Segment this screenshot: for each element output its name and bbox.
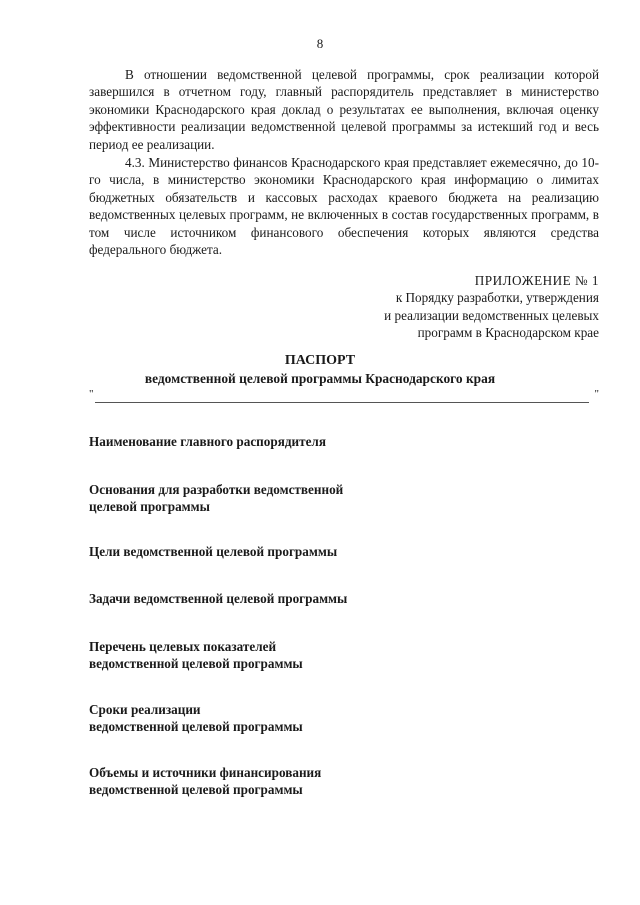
field-grounds bbox=[89, 481, 419, 516]
field-label: ведомственной целевой программы bbox=[89, 719, 303, 735]
paragraph-finance-ministry bbox=[89, 154, 599, 258]
field-label: ведомственной целевой программы bbox=[89, 656, 303, 672]
quote-open: " bbox=[89, 388, 94, 400]
quote-close: " bbox=[594, 388, 599, 400]
field-implementation-period bbox=[89, 701, 419, 736]
field-label: Основания для разработки ведомственной bbox=[89, 482, 344, 497]
paragraph-text: 4.3. Министерство финансов Краснодарского края представляет ежемесячно, до 10-го числа, в министерство экономики Краснодарского края информацию о лимитах бюджетных обязательств и кассовых расходах краевого бюджета на реализацию ведомственных целевых программ, не включенных в состав государственных программ, в том числе источником финансового обеспечения которых являются средства федерального бюджета. bbox=[89, 155, 599, 258]
appendix-line: и реализации ведомственных целевых bbox=[384, 307, 599, 323]
appendix-line: программ в Краснодарском крае bbox=[417, 325, 599, 341]
passport-subtitle: ведомственной целевой программы Краснодарского края bbox=[144, 371, 496, 386]
field-label: целевой программы bbox=[89, 499, 210, 515]
appendix-block bbox=[319, 272, 599, 342]
paragraph-text: В отношении ведомственной целевой программы, срок реализации которой завершился в отчетном году, главный распорядитель представляет в министерство экономики Краснодарского края доклад о результатах ее выполнения, включая оценку эффективности реализации ведомственной целевой программы за истекший год и весь период ее реализации. bbox=[89, 67, 599, 152]
field-label: Объемы и источники финансирования bbox=[89, 765, 322, 780]
paragraph-report bbox=[89, 66, 599, 153]
program-name-underline bbox=[95, 402, 589, 403]
field-label: Наименование главного распорядителя bbox=[89, 434, 326, 449]
field-label: Сроки реализации bbox=[89, 702, 201, 717]
field-goals bbox=[89, 543, 419, 560]
program-name-line bbox=[89, 388, 599, 404]
field-target-indicators bbox=[89, 638, 419, 673]
field-label: Перечень целевых показателей bbox=[89, 639, 277, 654]
appendix-title: ПРИЛОЖЕНИЕ № 1 bbox=[474, 273, 599, 288]
field-chief-administrator bbox=[89, 433, 419, 450]
field-label: ведомственной целевой программы bbox=[89, 782, 303, 798]
field-label: Задачи ведомственной целевой программы bbox=[89, 591, 348, 606]
field-tasks bbox=[89, 590, 419, 607]
appendix-line: к Порядку разработки, утверждения bbox=[395, 290, 599, 306]
field-label: Цели ведомственной целевой программы bbox=[89, 544, 338, 559]
page-number: 8 bbox=[316, 36, 324, 51]
passport-title: ПАСПОРТ bbox=[284, 353, 356, 368]
field-funding bbox=[89, 764, 419, 799]
